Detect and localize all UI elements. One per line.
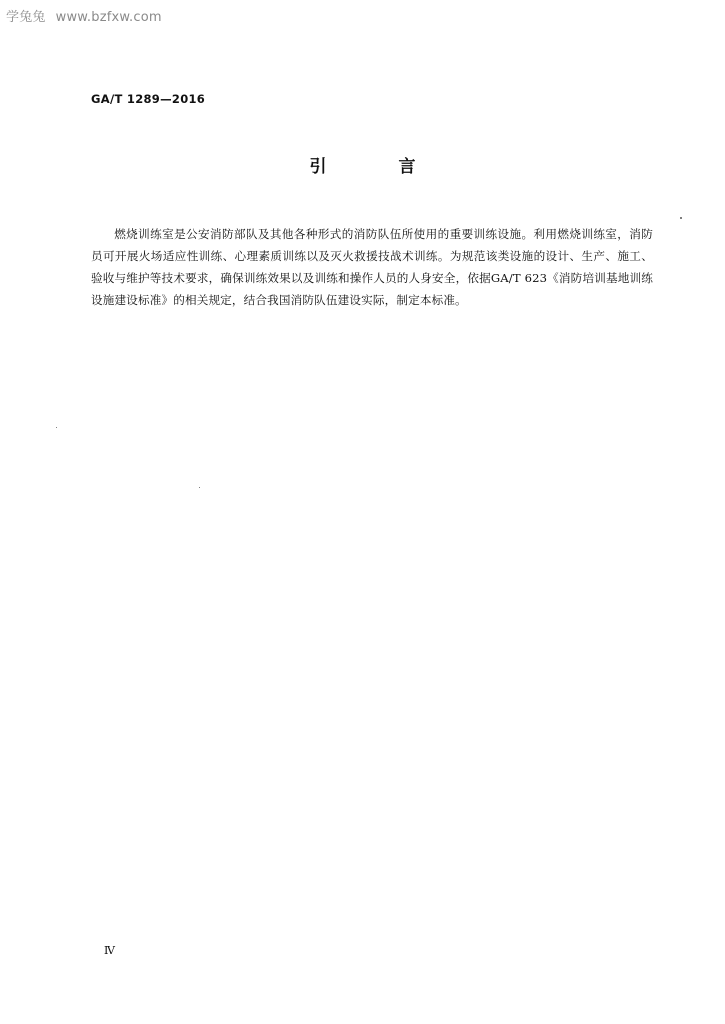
section-title-char-2: 言 (398, 157, 416, 177)
scan-speck (680, 217, 682, 219)
section-title-char-1: 引 (309, 157, 327, 177)
standard-number: GA/T 1289—2016 (91, 92, 206, 106)
watermark-brand: 学兔兔 (6, 10, 46, 25)
watermark (6, 6, 162, 25)
section-title (0, 152, 725, 177)
scan-speck (199, 487, 200, 488)
page-number: Ⅳ (104, 944, 115, 957)
scan-speck (56, 427, 57, 428)
watermark-site: www.bzfxw.com (55, 10, 162, 25)
introduction-paragraph: 燃烧训练室是公安消防部队及其他各种形式的消防队伍所使用的重要训练设施。利用燃烧训练室，消防员可开展火场适应性训练、心理素质训练以及灭火救援技战术训练。为规范该类设施的设计、生产、施工、验收与维护等技术要求，确保训练效果以及训练和操作人员的人身安全，依据GA/T 623《消防培训基地训练设施建设标准》的相关规定，结合我国消防队伍建设实际，制定本标准。 (91, 226, 653, 307)
